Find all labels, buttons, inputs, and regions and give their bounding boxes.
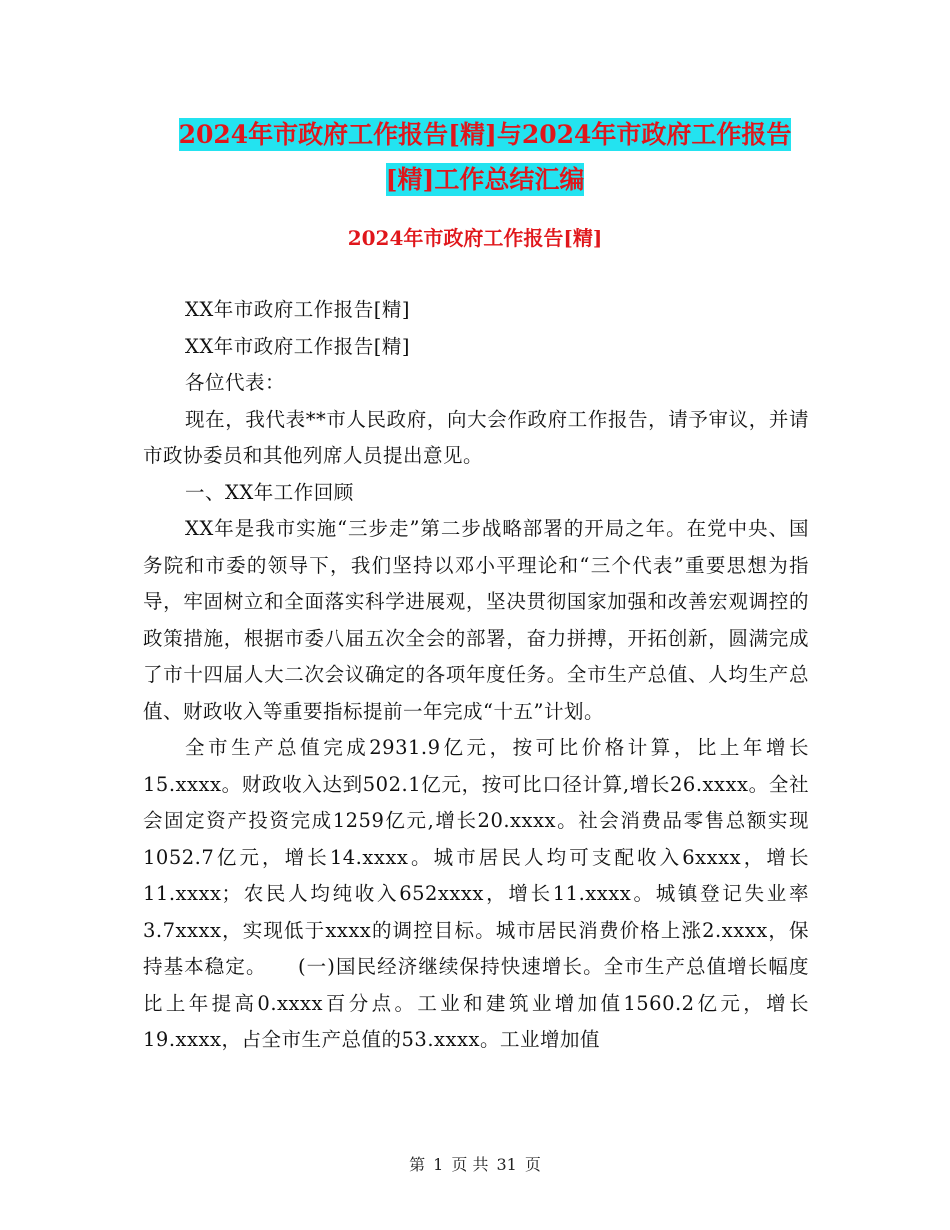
footer-prefix: 第 xyxy=(409,1155,426,1174)
page-footer xyxy=(0,1153,950,1177)
footer-suffix: 页 xyxy=(524,1155,541,1174)
paragraph: 全市生产总值完成2931.9亿元，按可比价格计算，比上年增长15.xxxx。财政收入达到502.1亿元，按可比口径计算,增长26.xxxx。全社会固定资产投资完成1259亿元,增长20.xxxx。社会消费品零售总额实现1052.7亿元，增长14.xxxx。城市居民人均可支配收入6xxxx，增长11.xxxx；农民人均纯收入652xxxx，增长11.xxxx。城镇登记失业率3.7xxxx，实现低于xxxx的调控目标。城市居民消费价格上涨2.xxxx，保持基本稳定。 (一)国民经济继续保持快速增长。全市生产总值增长幅度比上年提高0.xxxx百分点。工业和建筑业增加值1560.2亿元，增长19.xxxx，占全市生产总值的53.xxxx。工业增加值 xyxy=(143,736,809,1051)
paragraph: XX年市政府工作报告[精] xyxy=(185,298,410,321)
paragraph: XX年是我市实施“三步走”第二步战略部署的开局之年。在党中央、国务院和市委的领导下，我们坚持以邓小平理论和“三个代表”重要思想为指导，牢固树立和全面落实科学进展观，坚决贯彻国家加强和改善宏观调控的政策措施，根据市委八届五次全会的部署，奋力拼搏，开拓创新，圆满完成了市十四届人大二次会议确定的各项年度任务。全市生产总值、人均生产总值、财政收入等重要指标提前一年完成“十五”计划。 xyxy=(143,517,809,723)
footer-page-number: 1 xyxy=(433,1155,444,1174)
paragraph: 各位代表： xyxy=(185,371,286,394)
paragraph: XX年市政府工作报告[精] xyxy=(185,334,410,358)
footer-total-pages: 31 xyxy=(496,1155,517,1174)
footer-middle: 页 共 xyxy=(451,1155,489,1174)
document-body xyxy=(143,292,809,1059)
document-title xyxy=(140,112,830,202)
paragraph: 一、XX年工作回顾 xyxy=(185,480,354,504)
section-title: 2024年市政府工作报告[精] xyxy=(347,226,603,250)
document-title-line-1: 2024年市政府工作报告[精]与2024年市政府工作报告 xyxy=(178,120,792,149)
paragraph: 现在，我代表**市人民政府，向大会作政府工作报告，请予审议，并请市政协委员和其他列席人员提出意见。 xyxy=(143,407,809,467)
document-title-line-2: [精]工作总结汇编 xyxy=(385,165,585,194)
